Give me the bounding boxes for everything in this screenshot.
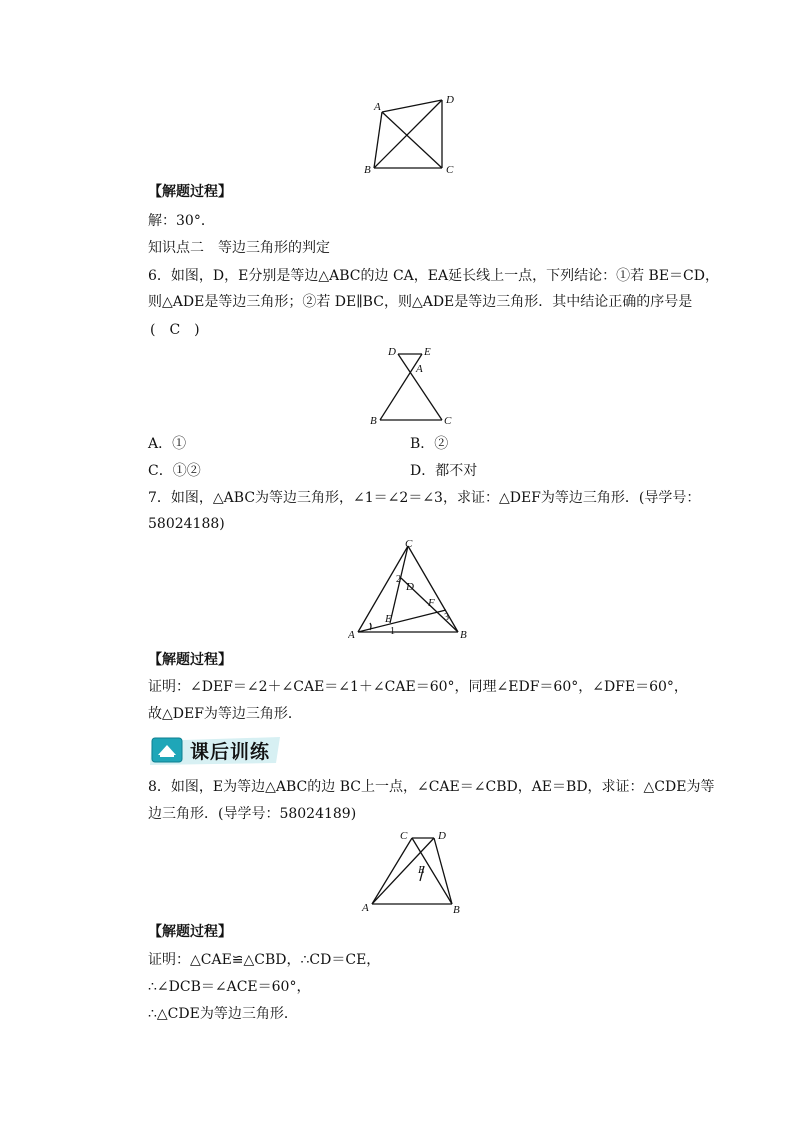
- q6-option-b: B．②: [410, 436, 449, 452]
- q8-proof-line1: 证明：△CAE≌△CBD，∴CD＝CE，: [148, 952, 381, 968]
- figure-3: [348, 538, 478, 644]
- fig2-label-e: E: [424, 346, 431, 358]
- fig1-label-a: A: [374, 101, 381, 113]
- fig4-label-b: B: [453, 904, 460, 916]
- q8-line1: 8．如图，E为等边△ABC的边 BC上一点，∠CAE＝∠CBD，AE＝BD，求证：△CDE为等: [148, 779, 715, 795]
- q6-option-c: C．①②: [148, 463, 201, 479]
- fig4-label-e: E: [418, 864, 425, 876]
- fig2-label-b: B: [370, 415, 377, 427]
- fig4-label-c: C: [400, 830, 408, 842]
- fig3-label-a: A: [348, 629, 355, 641]
- q7-line1: 7．如图，△ABC为等边三角形，∠1＝∠2＝∠3，求证：△DEF为等边三角形．(导学号：: [148, 490, 701, 506]
- q8-proof-line2: ∴∠DCB＝∠ACE＝60°，: [148, 979, 311, 995]
- section-heading-q7: 【解题过程】: [148, 652, 232, 668]
- q6-line1: 6．如图，D，E分别是等边△ABC的边 CA，EA延长线上一点，下列结论：①若 BE＝CD，: [148, 268, 719, 284]
- fig3-label-d: D: [406, 581, 414, 593]
- fig3-angle-2: 2: [396, 574, 401, 585]
- fig3-angle-1: 1: [390, 626, 395, 637]
- fig3-angle-3: 3: [444, 612, 449, 623]
- q8-proof-line3: ∴△CDE为等边三角形．: [148, 1006, 298, 1022]
- banner-title: 课后训练: [190, 741, 271, 763]
- fig3-label-c: C: [405, 538, 413, 550]
- q6-option-a: A．①: [148, 436, 187, 452]
- fig1-label-c: C: [446, 164, 454, 176]
- q8-line2: 边三角形．(导学号：58024189): [148, 806, 357, 822]
- figure-1: [362, 90, 462, 180]
- fig3-label-f: F: [428, 597, 435, 609]
- fig3-label-b: B: [460, 629, 467, 641]
- section-heading-q8: 【解题过程】: [148, 924, 232, 940]
- fig3-label-e: E: [385, 613, 392, 625]
- q6-answer: ( C ): [150, 322, 200, 338]
- figure-4: [358, 826, 468, 916]
- fig1-label-d: D: [446, 94, 454, 106]
- q7-line2: 58024188): [148, 516, 225, 532]
- section-heading-q5: 【解题过程】: [148, 184, 232, 200]
- q5-solution: 解：30°．: [148, 213, 215, 229]
- fig1-label-b: B: [364, 164, 371, 176]
- figure-2: [366, 340, 462, 430]
- knowledge-point: 知识点二 等边三角形的判定: [148, 240, 330, 256]
- section-banner: [148, 733, 288, 767]
- fig4-label-a: A: [362, 902, 369, 914]
- fig4-label-d: D: [438, 830, 446, 842]
- q6-line2: 则△ADE是等边三角形；②若 DE∥BC，则△ADE是等边三角形．其中结论正确的序号是: [148, 294, 693, 310]
- fig2-label-d: D: [388, 346, 396, 358]
- fig2-label-c: C: [444, 415, 452, 427]
- q7-proof-line2: 故△DEF为等边三角形．: [148, 706, 302, 722]
- q7-proof-line1: 证明：∠DEF＝∠2＋∠CAE＝∠1＋∠CAE＝60°，同理∠EDF＝60°，∠DFE＝60°，: [148, 679, 688, 695]
- q6-option-d: D．都不对: [410, 463, 478, 479]
- fig2-label-a: A: [416, 363, 423, 375]
